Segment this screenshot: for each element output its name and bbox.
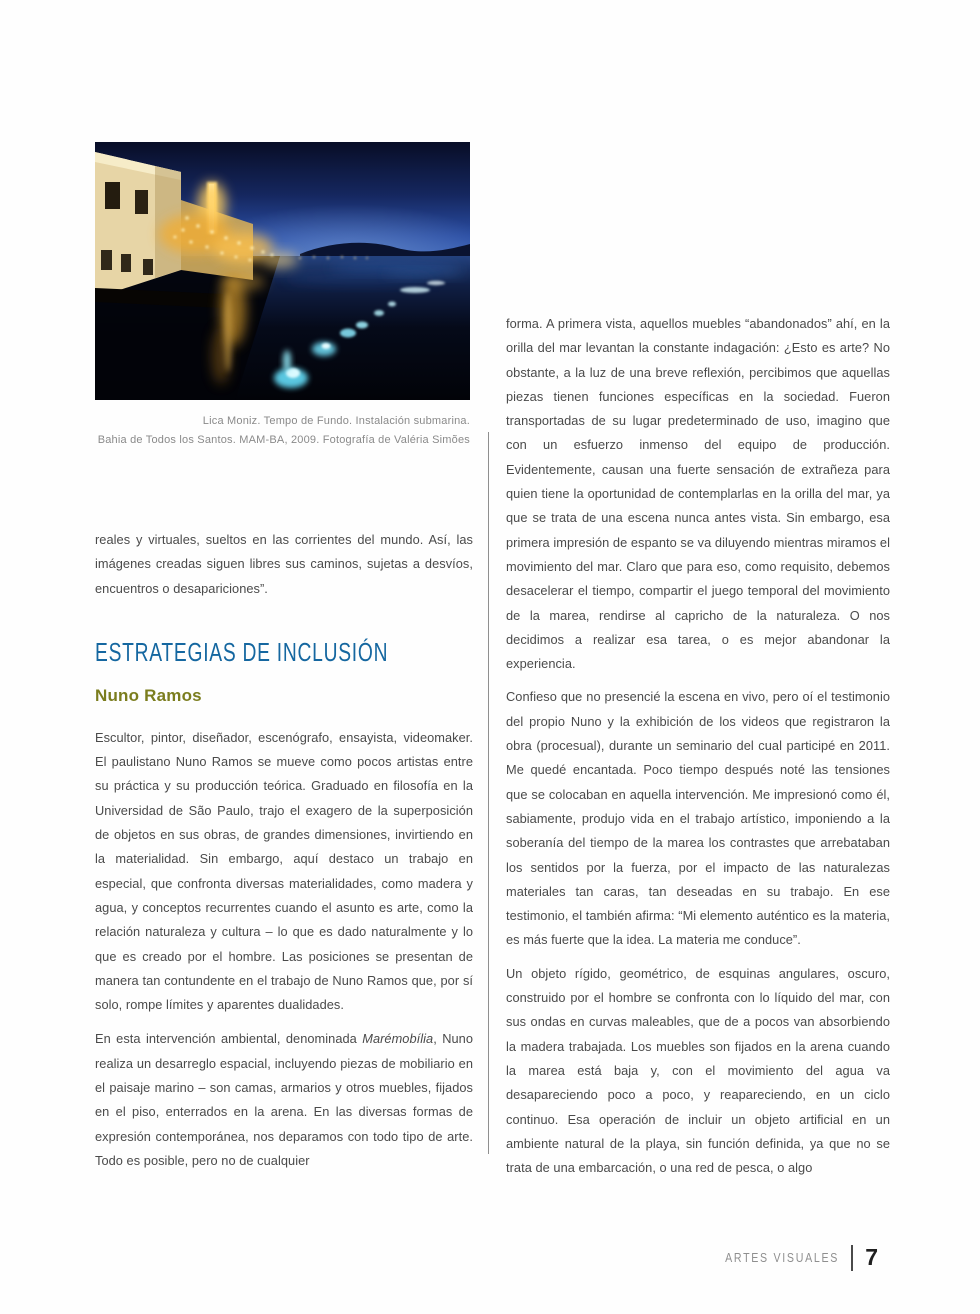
left-paragraph-2-post: , Nuno realiza un desarreglo espacial, incluyendo piezas de mobiliario en el paisaje marino – son camas, armarios y otros muebles, fijados en el piso, enterrados en la arena. En las diversas formas de expresión contemporánea, nos deparamos con todo tipo de arte. Todo es posible, pero no de cualquier [95,1031,474,1168]
page-number: 7 [865,1244,878,1270]
section-heading: ESTRATEGIAS DE INCLUSIÓN [95,636,389,667]
right-paragraph-3: Un objeto rígido, geométrico, de esquinas angulares, oscuro, construido por el hombre se confronta con lo líquido del mar, con sus ondas en curvas maleables, que de a pocos van absorbiendo la madera trabajada. Los muebles son fijados en la arena cuando la marea está baja y, con el movimiento del agua va desapareciendo poco a poco, y reapareciendo, en un ciclo continuo. Esa operación de incluir un objeto artificial en un ambiente natural de la playa, sin función definida, ya que no se trata de una embarcación, o una red de pesca, o algo [506,965,890,1176]
artwork-photo [95,142,470,400]
left-paragraph-1: Escultor, pintor, diseñador, escenógrafo, ensayista, videomaker. El paulistano Nuno Ramos se mueve como pocos artistas entre su práctica y su producción teórica. Graduado en filosofía en la Universidad de São Paulo, trajo el exagero de la superposición de objetos en sus obras, de grandes dimensiones, invirtiendo en la materialidad. Sin embargo, aquí destaco un trabajo en especial, que confronta diversas materialidades, como madera y agua, y conceptos recurrentes cuando el asunto es arte, como la relación naturaleza y cultura – lo que es dado naturalmente y lo que es creado por el hombre. Las posiciones se presentan de manera tan contundente en el trabajo de Nuno Ramos que, por sí solo, rompe límites y aparentes dualidades. [95,729,473,1013]
photo-caption-line1: Lica Moniz. Tempo de Fundo. Instalación submarina. [202,415,470,427]
photo-caption-line2: Bahia de Todos los Santos. MAM-BA, 2009. Fotografía de Valéria Simões [97,434,470,446]
footer-section-label: ARTES VISUALES [725,1250,840,1265]
right-paragraph-1: forma. A primera vista, aquellos muebles “abandonados” ahí, en la orilla del mar levantan la constante indagación: ¿Esto es arte? No obstante, a la luz de una breve reflexión, percibimos que aquellas piezas tienen funciones específicas en la sociedad. Fueron transportadas de su lugar predeterminado de uso, imagino que con un esfuerzo inmenso del equipo de producción. Evidentemente, causan una fuerte sensación de extrañeza para quien tiene la oportunidad de contemplarlas en la orilla del mar, ya que se trata de una escena nunca antes vista. Sin embargo, esa primera impresión de espanto se va diluyendo mientras miramos el movimiento del mar. Claro que para eso, como requisito, debemos desacelerar el tiempo, compartir el juego temporal del movimiento de la marea, rendirse al capricho de la naturaleza. O nos decidimos a realizar esa tarea, o es mejor abandonar la experiencia. [506,316,890,672]
subsection-heading: Nuno Ramos [95,685,202,705]
footer-divider-bar [851,1245,853,1271]
page-footer [705,1244,878,1271]
left-paragraph-2-pre: En esta intervención ambiental, denominada [95,1031,363,1047]
right-column [506,312,890,1189]
photo-caption [95,412,470,450]
artwork-title: Marémobília [362,1031,434,1047]
column-divider [488,432,489,1154]
left-column [95,528,473,1173]
right-paragraph-2: Confieso que no presencié la escena en vivo, pero oí el testimonio del propio Nuno y la exhibición de los videos que registraron la obra (procesual), durante un seminario del cual participé en 2011. Me quedé encantada. Poco tiempo después noté las tensiones que se colocaban en aquella intervención. Me impresionó como él, sabiamente, produjo vida en el trabajo artístico, imponiendo a la soberanía del tiempo de la marea los contrastes que arrebataban los sentidos por la fuerza, por el impacto de las naturalezas materiales tan caras, tan deseadas en su trabajo. En ese testimonio, el también afirma: “Mi elemento auténtico es la materia, es más fuerte que la idea. La materia me conduce”. [506,689,890,948]
intro-paragraph: reales y virtuales, sueltos en las corrientes del mundo. Así, las imágenes creadas siguen libres sus caminos, sujetas a desvíos, encuentros o desapariciones”. [95,532,473,596]
left-paragraph-2 [95,1027,473,1173]
